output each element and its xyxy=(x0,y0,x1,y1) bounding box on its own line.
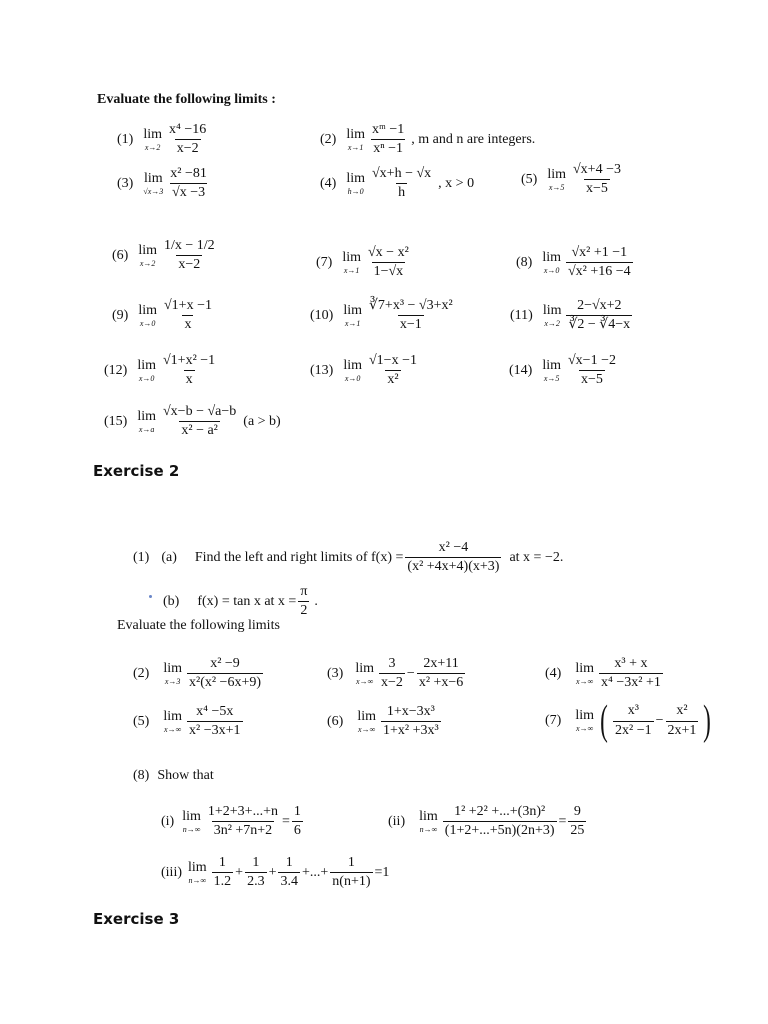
numerator: x³ + x xyxy=(614,656,648,671)
limit-problem xyxy=(545,656,665,691)
lim-subscript: x→0 xyxy=(543,265,560,275)
lim-word: lim xyxy=(163,660,182,676)
denominator: x−5 xyxy=(581,372,603,388)
problem-label: (8) xyxy=(516,254,533,270)
limit-problem xyxy=(104,353,222,388)
q3-fraction-1 xyxy=(379,656,405,691)
q3-op: − xyxy=(406,665,415,681)
lim-word: lim xyxy=(547,166,566,182)
numerator: ∛7+x³ − √3+x² xyxy=(369,298,453,313)
problem-label: (12) xyxy=(104,362,128,378)
q7-num-2: x² xyxy=(676,703,688,719)
q8iii-t4-den: n(n+1) xyxy=(332,874,371,890)
problem-label: (6) xyxy=(327,713,344,729)
q8iii-limit xyxy=(188,861,207,885)
problem-label: (10) xyxy=(310,307,334,323)
numerator: x⁴ −5x xyxy=(196,704,234,719)
fraction xyxy=(168,166,209,201)
limit-operator xyxy=(346,128,365,152)
limit-operator xyxy=(343,359,362,383)
q8ii-result xyxy=(568,804,586,839)
lim-word: lim xyxy=(342,249,361,265)
q7-den-2: 2x+1 xyxy=(667,722,697,738)
ex2-q8-iii xyxy=(161,855,389,890)
denominator: √x² +16 −4 xyxy=(568,264,631,280)
limit-operator xyxy=(163,662,182,686)
limit-operator xyxy=(357,710,376,734)
fraction xyxy=(162,298,214,333)
ex2-q8-ii xyxy=(388,804,588,839)
q8iii-t4-num: 1 xyxy=(347,855,355,870)
lim-word: lim xyxy=(138,242,157,258)
lim-subscript: x→0 xyxy=(138,373,155,383)
condition-text: (a > b) xyxy=(243,413,281,429)
q3-num-1: 3 xyxy=(388,656,396,671)
q8iii-term-2 xyxy=(245,855,267,890)
denominator: x xyxy=(184,317,192,333)
numerator: 1/x − 1/2 xyxy=(164,238,215,253)
lim-subscript: x→1 xyxy=(343,265,360,275)
q8i-eq: = xyxy=(281,813,290,829)
problem-label: (7) xyxy=(316,254,333,270)
lim-word: lim xyxy=(137,408,156,424)
q1a-numerator: x² −4 xyxy=(438,540,469,555)
fraction xyxy=(599,656,663,691)
limit-problem xyxy=(320,166,474,201)
fraction xyxy=(566,298,632,333)
numerator: √x² +1 −1 xyxy=(571,245,628,260)
q8ii-label: (ii) xyxy=(388,813,406,829)
q7-den-1: 2x² −1 xyxy=(615,722,652,738)
q3-den-2: x² +x−6 xyxy=(418,675,464,691)
denominator: √x −3 xyxy=(172,185,206,201)
lim-word: lim xyxy=(137,357,156,373)
denominator: h xyxy=(398,185,406,201)
lim-subscript: √x→3 xyxy=(143,186,164,196)
q8iii-lim-sub: n→∞ xyxy=(188,875,207,885)
q8ii-eq: = xyxy=(558,813,567,829)
q8iii-t2-num: 1 xyxy=(252,855,260,870)
q7-fraction-2 xyxy=(666,703,699,738)
q7-label: (7) xyxy=(545,713,562,728)
denominator: x−1 xyxy=(399,317,422,333)
q8iii-t2-den: 2.3 xyxy=(247,874,265,890)
limit-problem xyxy=(112,238,222,273)
limit-operator xyxy=(163,710,182,734)
numerator: √1+x² −1 xyxy=(163,353,216,368)
fraction xyxy=(167,122,208,157)
limit-operator xyxy=(137,359,156,383)
q8i-result-num: 1 xyxy=(293,804,301,819)
q1b-fraction xyxy=(298,584,309,619)
denominator: 1−√x xyxy=(373,264,404,280)
q8iii-term-1 xyxy=(212,855,234,890)
problem-label: (9) xyxy=(112,307,129,323)
ex2-q8-i xyxy=(161,804,305,839)
q8-label: (8) xyxy=(133,768,150,783)
limit-operator xyxy=(543,304,562,328)
problem-label: (5) xyxy=(521,171,538,187)
q3-label: (3) xyxy=(327,665,344,681)
fraction xyxy=(162,238,217,273)
fraction xyxy=(187,656,263,691)
lim-subscript: x→2 xyxy=(139,258,156,268)
q8ii-lim-sub: n→∞ xyxy=(419,824,438,834)
limit-problem xyxy=(521,162,628,197)
q1b-denominator: 2 xyxy=(300,603,308,619)
fraction xyxy=(370,122,406,157)
lim-subscript: x→2 xyxy=(144,142,161,152)
denominator: ∛2 − ∛4−x xyxy=(568,317,631,333)
problem-label: (6) xyxy=(112,247,129,263)
ex2-q1a xyxy=(133,540,563,575)
lim-word: lim xyxy=(357,708,376,724)
problem-label: (13) xyxy=(310,362,334,378)
denominator: x−5 xyxy=(586,181,608,197)
q1b-numerator: π xyxy=(300,584,308,599)
q1b-text: f(x) = tan x at x = xyxy=(197,593,297,609)
q7-fraction-1 xyxy=(613,703,654,738)
limit-problem xyxy=(133,704,245,739)
lim-subscript: h→0 xyxy=(347,186,364,196)
fraction xyxy=(367,298,455,333)
numerator: xᵐ −1 xyxy=(372,122,405,137)
problem-label: (4) xyxy=(545,665,562,681)
limit-operator xyxy=(138,244,157,268)
lim-word: lim xyxy=(542,249,561,265)
limit-problem xyxy=(316,245,416,280)
numerator: 2−√x+2 xyxy=(577,298,622,313)
problem-label: (15) xyxy=(104,413,128,429)
problem-label: (2) xyxy=(320,131,337,147)
lim-subscript: x→0 xyxy=(139,318,156,328)
numerator: x⁴ −16 xyxy=(169,122,207,137)
lim-word: lim xyxy=(542,357,561,373)
fraction xyxy=(187,704,243,739)
q8ii-result-num: 9 xyxy=(573,804,581,819)
fraction xyxy=(381,704,441,739)
lim-word: lim xyxy=(346,126,365,142)
q7-limit xyxy=(575,709,594,733)
lim-subscript: x→2 xyxy=(544,318,560,328)
q8iii-t3-num: 1 xyxy=(285,855,293,870)
numerator: √1−x −1 xyxy=(369,353,417,368)
lim-word: lim xyxy=(138,302,157,318)
denominator: xⁿ −1 xyxy=(373,141,404,157)
plus-sign: + xyxy=(268,864,277,880)
q3-lim-word: lim xyxy=(355,660,374,676)
numerator: √x−b − √a−b xyxy=(163,404,237,419)
q8iii-label: (iii) xyxy=(161,864,182,880)
q8i-limit xyxy=(182,810,201,834)
q8i-result xyxy=(292,804,303,839)
lim-subscript: x→1 xyxy=(344,318,361,328)
denominator: 1+x² +3x³ xyxy=(383,723,439,739)
limit-operator xyxy=(342,251,361,275)
q8ii-lim-word: lim xyxy=(419,808,438,824)
q8ii-num: 1² +2² +...+(3n)² xyxy=(454,804,546,819)
limit-problem xyxy=(133,656,265,691)
problem-label: (4) xyxy=(320,175,337,191)
q8iii-term-3 xyxy=(278,855,300,890)
fraction xyxy=(571,162,623,197)
limit-problem xyxy=(327,704,443,739)
q1-label: (1) xyxy=(133,549,150,565)
problem-label: (1) xyxy=(117,131,134,147)
limit-problem xyxy=(310,298,460,333)
lim-word: lim xyxy=(346,170,365,186)
fraction xyxy=(367,353,419,388)
exercise3-title: Exercise 3 xyxy=(93,910,180,928)
bullet-dot xyxy=(149,595,152,598)
numerator: √x − x² xyxy=(368,245,409,260)
fraction xyxy=(161,353,217,388)
problem-label: (11) xyxy=(510,307,533,323)
q8i-den: 3n² +7n+2 xyxy=(213,823,273,839)
q8i-lim-word: lim xyxy=(182,808,201,824)
numerator: √x+4 −3 xyxy=(573,162,621,177)
lim-word: lim xyxy=(143,126,162,142)
ex2-q1b xyxy=(163,584,318,619)
denominator: x² xyxy=(387,372,399,388)
limit-problem xyxy=(117,166,214,201)
q8ii-den: (1+2+...+5n)(2n+3) xyxy=(444,823,555,839)
q8iii-eq: =1 xyxy=(374,864,390,880)
q8ii-limit xyxy=(419,810,438,834)
problem-label: (14) xyxy=(509,362,533,378)
lim-subscript: x→1 xyxy=(347,142,364,152)
limit-problem xyxy=(510,298,637,333)
lim-word: lim xyxy=(343,357,362,373)
numerator: √1+x −1 xyxy=(164,298,212,313)
denominator: x xyxy=(185,372,193,388)
q1a-denominator: (x² +4x+4)(x+3) xyxy=(407,559,500,575)
numerator: √x+h − √x xyxy=(372,166,432,181)
limit-problem xyxy=(509,353,623,388)
q8-text: Show that xyxy=(157,768,214,783)
limit-problem xyxy=(112,298,219,333)
fraction xyxy=(366,245,411,280)
q1b-label: (b) xyxy=(163,593,180,609)
lim-subscript: x→5 xyxy=(548,182,565,192)
q8i-lim-sub: n→∞ xyxy=(182,824,201,834)
q7-lim-sub: x→∞ xyxy=(576,724,594,733)
q3-lim-sub: x→∞ xyxy=(356,676,374,686)
denominator: x−2 xyxy=(176,141,199,157)
limit-operator xyxy=(346,172,365,196)
condition-text: , m and n are integers. xyxy=(411,131,536,147)
right-paren: ) xyxy=(703,698,712,744)
limit-problem xyxy=(117,122,213,157)
limit-operator xyxy=(575,662,594,686)
q8iii-t1-den: 1.2 xyxy=(213,874,232,890)
denominator: x−2 xyxy=(178,257,201,273)
q3-den-1: x−2 xyxy=(381,675,403,691)
q7-op: − xyxy=(655,713,664,728)
problem-label: (3) xyxy=(117,175,134,191)
lim-word: lim xyxy=(343,302,362,318)
q1b-after: . xyxy=(314,593,318,609)
limit-operator xyxy=(137,410,156,434)
q8i-label: (i) xyxy=(161,813,175,829)
ex2-q8 xyxy=(133,768,214,784)
lim-subscript: x→5 xyxy=(543,373,560,383)
limit-problem xyxy=(320,122,535,157)
lim-subscript: x→∞ xyxy=(358,724,376,734)
q1a-after: at x = −2. xyxy=(509,549,564,565)
q1a-text: Find the left and right limits of f(x) = xyxy=(194,549,404,565)
q1a-label: (a) xyxy=(161,549,177,565)
numerator: x² −81 xyxy=(170,166,207,181)
q8i-num: 1+2+3+...+n xyxy=(207,804,278,819)
limit-operator xyxy=(547,168,566,192)
denominator: x² − a² xyxy=(181,423,218,439)
q3-limit xyxy=(355,662,374,686)
exercise2-title: Exercise 2 xyxy=(93,462,180,480)
problem-label: (2) xyxy=(133,665,150,681)
limit-operator xyxy=(542,359,561,383)
lim-word: lim xyxy=(542,302,562,318)
lim-word: lim xyxy=(575,660,594,676)
limit-operator xyxy=(542,251,561,275)
limit-problem xyxy=(516,245,638,280)
fraction xyxy=(566,353,618,388)
limit-operator xyxy=(138,304,157,328)
limit-operator xyxy=(143,172,163,196)
numerator: √x−1 −2 xyxy=(568,353,616,368)
denominator: x²(x² −6x+9) xyxy=(189,675,262,691)
q3-fraction-2 xyxy=(417,656,466,691)
exercise1-heading: Evaluate the following limits : xyxy=(97,92,276,107)
q8ii-result-den: 25 xyxy=(570,823,585,839)
lim-subscript: x→a xyxy=(138,424,155,434)
fraction xyxy=(370,166,433,201)
fraction xyxy=(161,404,238,439)
condition-text: , x > 0 xyxy=(438,175,475,191)
numerator: x² −9 xyxy=(210,656,240,671)
denominator: x² −3x+1 xyxy=(189,723,241,739)
q3-num-2: 2x+11 xyxy=(423,656,459,671)
q8iii-mid: +...+ xyxy=(301,864,329,880)
q7-lim-word: lim xyxy=(575,708,594,723)
left-paren: ( xyxy=(600,698,608,744)
lim-word: lim xyxy=(163,708,182,724)
ex2-evaluate-heading: Evaluate the following limits xyxy=(117,618,280,633)
limit-problem xyxy=(310,353,424,388)
plus-sign: + xyxy=(235,864,244,880)
denominator: x⁴ −3x² +1 xyxy=(601,675,661,691)
limit-operator xyxy=(143,128,162,152)
lim-subscript: x→∞ xyxy=(576,676,594,686)
q7-num-1: x³ xyxy=(627,703,639,719)
lim-subscript: x→∞ xyxy=(164,724,182,734)
q8i-result-den: 6 xyxy=(293,823,301,839)
q8iii-t3-den: 3.4 xyxy=(280,874,298,890)
q8iii-lim-word: lim xyxy=(188,859,207,875)
q8ii-fraction xyxy=(443,804,557,839)
q8i-fraction xyxy=(206,804,280,839)
q8iii-t1-num: 1 xyxy=(218,855,226,870)
lim-word: lim xyxy=(143,170,163,186)
ex2-q3 xyxy=(327,656,467,691)
lim-subscript: x→0 xyxy=(344,373,361,383)
numerator: 1+x−3x³ xyxy=(386,704,435,719)
ex2-q7 xyxy=(545,700,714,742)
lim-subscript: x→3 xyxy=(164,676,181,686)
q8iii-term-4 xyxy=(330,855,372,890)
fraction xyxy=(566,245,633,280)
problem-label: (5) xyxy=(133,713,150,729)
q1a-fraction xyxy=(405,540,501,575)
limit-operator xyxy=(343,304,362,328)
limit-problem xyxy=(104,404,281,439)
